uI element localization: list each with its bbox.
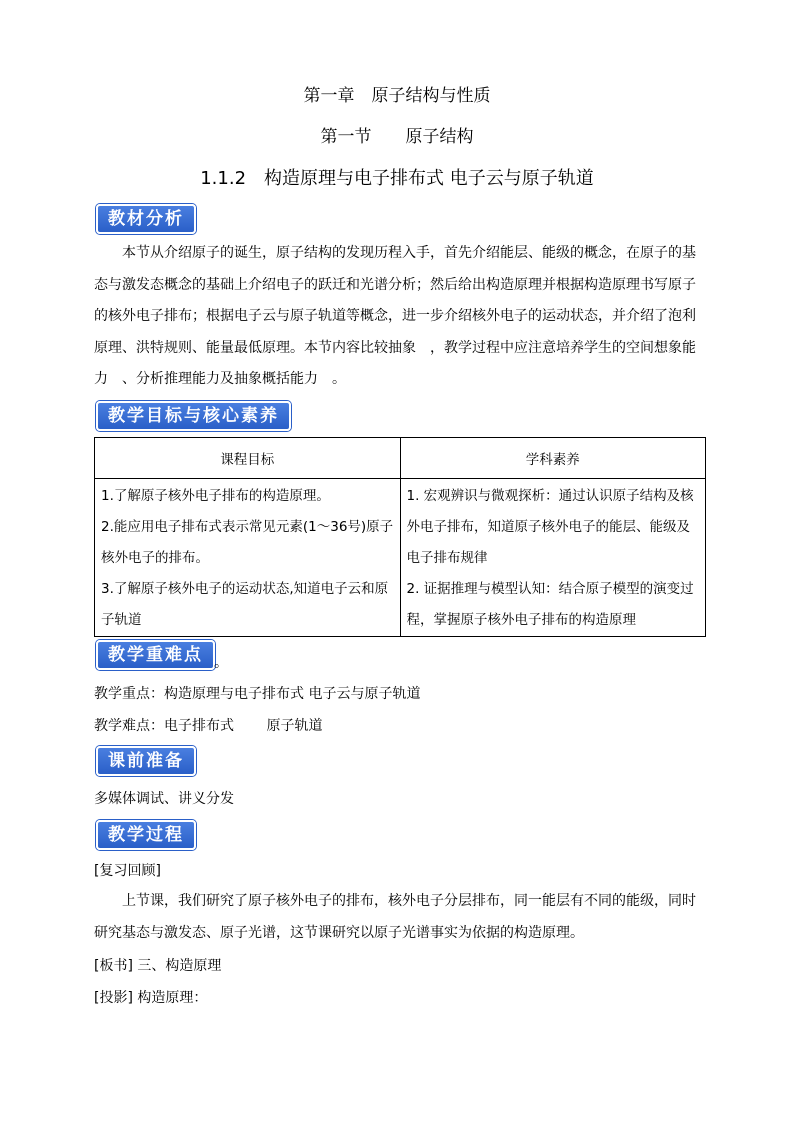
difficult-point: 教学难点：电子排布式 原子轨道: [94, 718, 323, 734]
goals-header-course: 课程目标: [95, 438, 401, 479]
process-badge: 教学过程: [96, 820, 196, 850]
lesson-title: 1.1.2 构造原理与电子排布式 电子云与原子轨道: [200, 168, 594, 189]
projection-note: [投影] 构造原理：: [94, 990, 208, 1006]
course-goal-item: 2.能应用电子排布式表示常见元素(1～36号)原子核外电子的排布。: [101, 519, 394, 566]
review-label: [复习回顾]: [94, 863, 161, 879]
prep-text: 多媒体调试、讲义分发: [94, 791, 234, 807]
key-point: 教学重点：构造原理与电子排布式 电子云与原子轨道: [94, 686, 421, 702]
analysis-text: 本节从介绍原子的诞生，原子结构的发现历程入手，首先介绍能层、能级的概念，在原子的基态与激发态概念的基础上介绍电子的跃迁和光谱分析；然后给出构造原理并根据构造原理书写原子的核外电子排布；根据电子云与原子轨道等概念，进一步介绍核外电子的运动状态，并介绍了泡利原理、洪特规则、能量最低原理。本节内容比较抽象 ，教学过程中应注意培养学生的空间想象能力 、分析推理能力及抽象概括能力 。: [94, 245, 696, 387]
keypoints-badge-suffix: 。: [214, 655, 228, 671]
chapter-title: 第一章 原子结构与性质: [303, 86, 491, 106]
goals-table: [94, 437, 706, 637]
review-text: 上节课，我们研究了原子核外电子的排布，核外电子分层排布，同一能层有不同的能级，同时研究基态与激发态、原子光谱，这节课研究以原子光谱事实为依据的构造原理。: [94, 893, 696, 941]
keypoints-badge: 教学重难点: [96, 640, 215, 670]
course-goal-item: 3.了解原子核外电子的运动状态,知道电子云和原子轨道: [101, 581, 389, 628]
board-note: [板书] 三、构造原理: [94, 958, 222, 974]
literacy-cell: [400, 479, 706, 637]
section-title: 第一节 原子结构: [320, 127, 474, 147]
course-goals-cell: [95, 479, 401, 637]
goals-badge: 教学目标与核心素养: [96, 401, 291, 431]
prep-badge: 课前准备: [96, 746, 196, 776]
goals-header-literacy: 学科素养: [400, 438, 706, 479]
course-goal-item: 1.了解原子核外电子排布的构造原理。: [101, 488, 330, 504]
literacy-item: 2. 证据推理与模型认知：结合原子模型的演变过程，掌握原子核外电子排布的构造原理: [406, 581, 694, 628]
analysis-badge: 教材分析: [96, 204, 196, 234]
literacy-item: 1. 宏观辨识与微观探析：通过认识原子结构及核外电子排布，知道原子核外电子的能层、能级及电子排布规律: [406, 488, 694, 566]
